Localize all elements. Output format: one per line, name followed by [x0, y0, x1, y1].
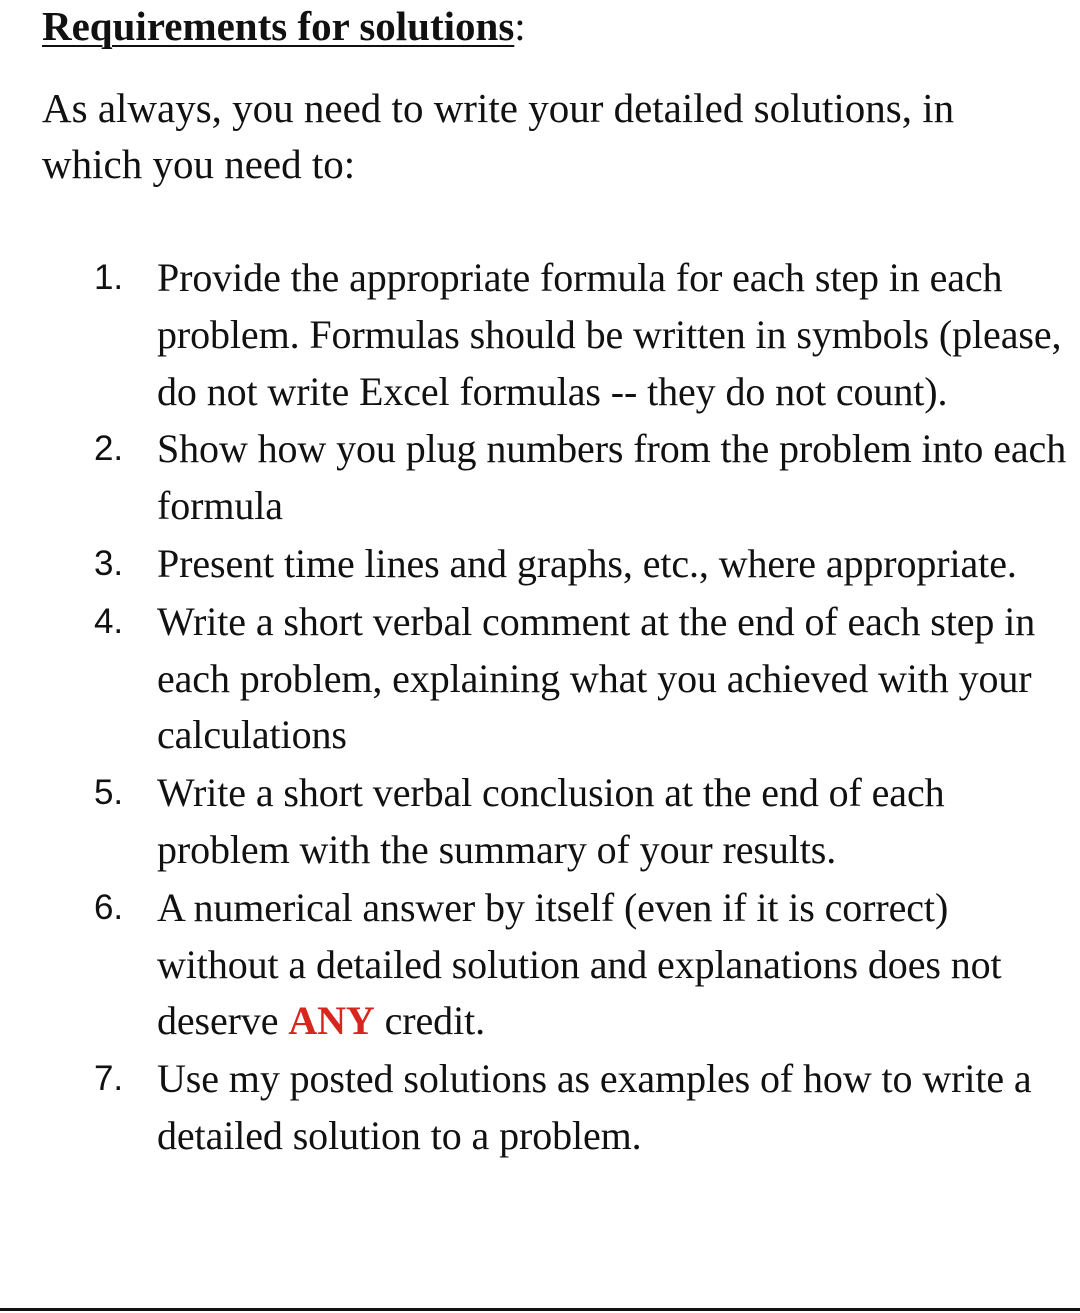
- bottom-divider: [0, 1308, 1080, 1311]
- list-item: [0, 1051, 1080, 1165]
- list-item: [0, 765, 1080, 879]
- list-item-number: 4.: [94, 601, 123, 641]
- list-item-text: Show how you plug numbers from the problem into each formula: [157, 426, 1067, 529]
- list-item: [0, 594, 1080, 764]
- emphasis-any: ANY: [288, 998, 375, 1044]
- list-item-text-before: A numerical answer by itself (even if it is correct) without a detailed solution and explanations does not deserve: [157, 884, 1002, 1044]
- list-item-text: [157, 885, 1002, 1044]
- list-item-text-after: credit.: [374, 998, 485, 1044]
- list-item-number: 5.: [94, 773, 123, 813]
- list-item: [0, 880, 1080, 1050]
- list-item: [0, 421, 1080, 535]
- list-item-text: Present time lines and graphs, etc., where appropriate.: [157, 540, 1017, 586]
- section-heading: [42, 2, 526, 50]
- list-item: [0, 250, 1080, 420]
- list-item-text: Write a short verbal conclusion at the end of each problem with the summary of your results.: [157, 770, 945, 872]
- list-item-number: 7.: [94, 1059, 123, 1099]
- list-item-text: Provide the appropriate formula for each step in each problem. Formulas should be written in symbols (please, do not write Excel formulas -- they do not count).: [157, 255, 1062, 414]
- intro-paragraph: As always, you need to write your detailed solutions, in which you need to:: [42, 85, 955, 187]
- list-item-number: 6.: [94, 887, 123, 927]
- list-item-number: 1.: [94, 258, 123, 297]
- list-item-text: Write a short verbal comment at the end of each step in each problem, explaining what you achieved with your calculations: [157, 598, 1036, 758]
- list-item: [0, 536, 1080, 593]
- list-item-number: 3.: [94, 543, 123, 583]
- heading-colon: :: [514, 3, 526, 49]
- list-item-text: Use my posted solutions as examples of how to write a detailed solution to a problem.: [157, 1056, 1032, 1158]
- list-item-number: 2.: [94, 429, 123, 469]
- requirements-list: [0, 250, 1080, 1166]
- heading-text: Requirements for solutions: [42, 3, 515, 49]
